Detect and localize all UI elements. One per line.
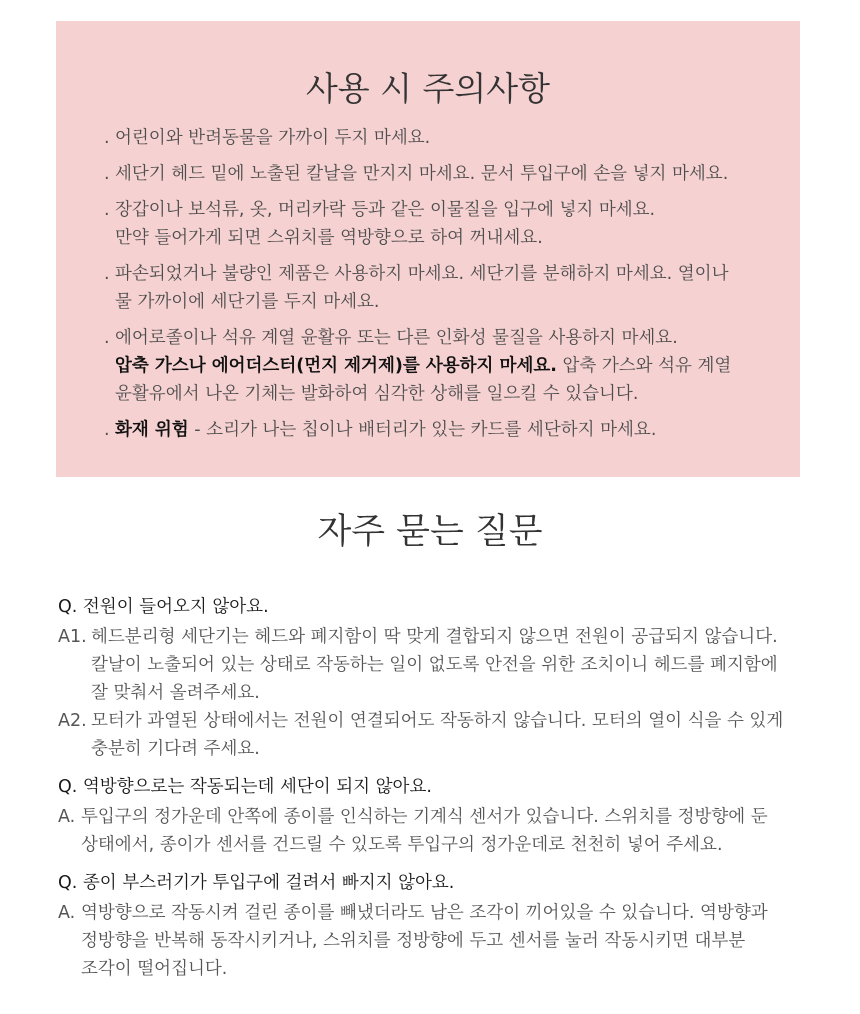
fire-hazard-label: 화재 위험: [115, 420, 189, 440]
caution-text: 물 가까이에 세단기를 두지 마세요.: [115, 292, 380, 312]
faq-question: Q. 전원이 들어오지 않아요.: [58, 597, 269, 617]
caution-section: [56, 21, 800, 477]
faq-answer: [58, 803, 818, 859]
bullet: .: [104, 200, 110, 220]
faq-question: Q. 역방향으로는 작동되는데 세단이 되지 않아요.: [58, 777, 432, 797]
caution-text-line: [115, 352, 784, 380]
answer-text: 투입구의 정가운데 안쪽에 종이를 인식하는 기계식 센서가 있습니다. 스위치를 정방향에 둔: [81, 807, 768, 827]
answer-label: A.: [58, 903, 76, 923]
caution-warning-bold: 압축 가스나 에어더스터(먼지 제거제)를 사용하지 마세요.: [115, 356, 557, 376]
bullet: .: [104, 164, 110, 184]
answer-label: A.: [58, 807, 76, 827]
answer-text: 잘 맞춰서 올려주세요.: [91, 683, 260, 703]
caution-text: 에어로졸이나 석유 계열 윤활유 또는 다른 인화성 물질을 사용하지 마세요.: [115, 328, 678, 348]
caution-text: 압축 가스와 석유 계열: [556, 356, 732, 376]
faq-question: Q. 종이 부스러기가 투입구에 걸려서 빠지지 않아요.: [58, 873, 455, 893]
caution-list: [104, 124, 784, 452]
caution-text: 어린이와 반려동물을 가까이 두지 마세요.: [115, 128, 431, 148]
bullet: .: [104, 128, 110, 148]
bullet: .: [104, 328, 110, 348]
caution-text: 세단기 헤드 밑에 노출된 칼날을 만지지 마세요. 문서 투입구에 손을 넣지 마세요.: [115, 164, 729, 184]
faq-answer: [58, 899, 818, 983]
answer-text: 모터가 과열된 상태에서는 전원이 연결되어도 작동하지 않습니다. 모터의 열이 식을 수 있게: [91, 711, 784, 731]
caution-item: [104, 260, 784, 316]
caution-text: 만약 들어가게 되면 스위치를 역방향으로 하여 꺼내세요.: [115, 228, 543, 248]
caution-text: 파손되었거나 불량인 제품은 사용하지 마세요. 세단기를 분해하지 마세요. 열이나: [115, 264, 729, 284]
faq-group: [58, 773, 818, 859]
faq-group: [58, 869, 818, 983]
caution-item: [104, 160, 784, 188]
caution-text: 윤활유에서 나온 기체는 발화하여 심각한 상해를 일으킬 수 있습니다.: [115, 384, 639, 404]
answer-text: 충분히 기다려 주세요.: [91, 739, 260, 759]
faq-section: [58, 593, 818, 993]
caution-item: [104, 416, 784, 444]
answer-text: 헤드분리형 세단기는 헤드와 폐지함이 딱 맞게 결합되지 않으면 전원이 공급되지 않습니다.: [91, 627, 778, 647]
answer-text: 조각이 떨어집니다.: [81, 959, 228, 979]
answer-text: 칼날이 노출되어 있는 상태로 작동하는 일이 없도록 안전을 위한 조치이니 헤드를 폐지함에: [91, 655, 778, 675]
answer-text: 상태에서, 종이가 센서를 건드릴 수 있도록 투입구의 정가운데로 천천히 넣어 주세요.: [81, 835, 723, 855]
answer-label: A1.: [58, 627, 87, 647]
answer-text: 역방향으로 작동시켜 걸린 종이를 빼냈더라도 남은 조각이 끼어있을 수 있습니다. 역방향과: [81, 903, 768, 923]
faq-group: [58, 593, 818, 763]
caution-item: [104, 324, 784, 408]
caution-title: 사용 시 주의사항: [305, 69, 551, 108]
answer-label: A2.: [58, 711, 87, 731]
faq-answer: [58, 623, 818, 707]
faq-answer: [58, 707, 818, 763]
caution-text: 장갑이나 보석류, 옷, 머리카락 등과 같은 이물질을 입구에 넣지 마세요.: [115, 200, 656, 220]
caution-item: [104, 124, 784, 152]
faq-title: 자주 묻는 질문: [317, 512, 543, 552]
caution-item: [104, 196, 784, 252]
caution-text-line: [115, 416, 784, 444]
answer-text: 정방향을 반복해 동작시키거나, 스위치를 정방향에 두고 센서를 눌러 작동시키면 대부분: [81, 931, 746, 951]
bullet: .: [104, 420, 110, 440]
bullet: .: [104, 264, 110, 284]
caution-text: - 소리가 나는 칩이나 배터리가 있는 카드를 세단하지 마세요.: [188, 420, 657, 440]
